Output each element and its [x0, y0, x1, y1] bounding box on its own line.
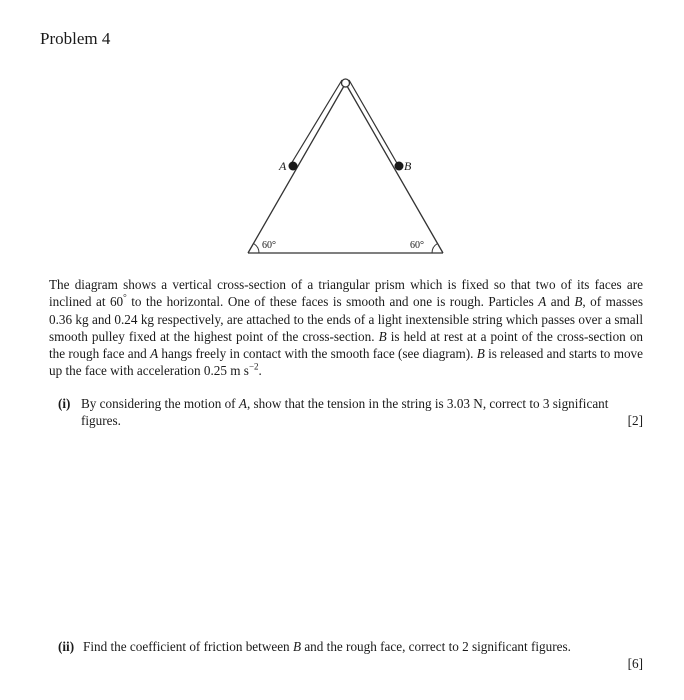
- question-part-i: (i) By considering the motion of A, show that the tension in the string is 3.03 N, correct to 3 significant figures. [2]: [58, 396, 643, 428]
- angle-label-right: 60°: [410, 240, 424, 251]
- angle-arc-right: [432, 244, 438, 254]
- particle-b-icon: [395, 162, 404, 171]
- left-face: [248, 86, 344, 253]
- label-a: A: [279, 159, 287, 173]
- question-part-ii: (ii) Find the coefficient of friction between B and the rough face, correct to 2 significant figures. [6]: [58, 639, 643, 671]
- prism-cross-section-diagram: [230, 70, 450, 260]
- part-label: (i): [58, 396, 71, 411]
- angle-arc-left: [254, 244, 260, 254]
- label-b: B: [404, 159, 412, 173]
- pulley-icon: [342, 79, 350, 87]
- angle-label-left: 60°: [262, 240, 276, 251]
- part-label: (ii): [58, 639, 75, 654]
- marks-badge: [2]: [627, 413, 643, 428]
- string-left: [291, 80, 342, 164]
- problem-title: Problem 4: [40, 29, 111, 48]
- right-face: [347, 86, 443, 253]
- string-right: [349, 80, 398, 165]
- problem-description: The diagram shows a vertical cross-section of a triangular prism which is fixed so that two of its faces are inclined at 60° to the horizontal. One of these faces is smooth and one is rough. Particles A and B, of masses 0.36 kg and 0.24 kg respectively, are attached to the ends of a light inextensible string which passes over a small smooth pulley fixed at the highest point of the cross-section. B is held at rest at a point of the cross-section on the rough face and A hangs freely in contact with the smooth face (see diagram). B is released and starts to move up the face with acceleration 0.25 m $s^{-2}$.: [49, 277, 644, 379]
- particle-a-icon: [289, 162, 298, 171]
- marks-badge: [6]: [627, 656, 643, 671]
